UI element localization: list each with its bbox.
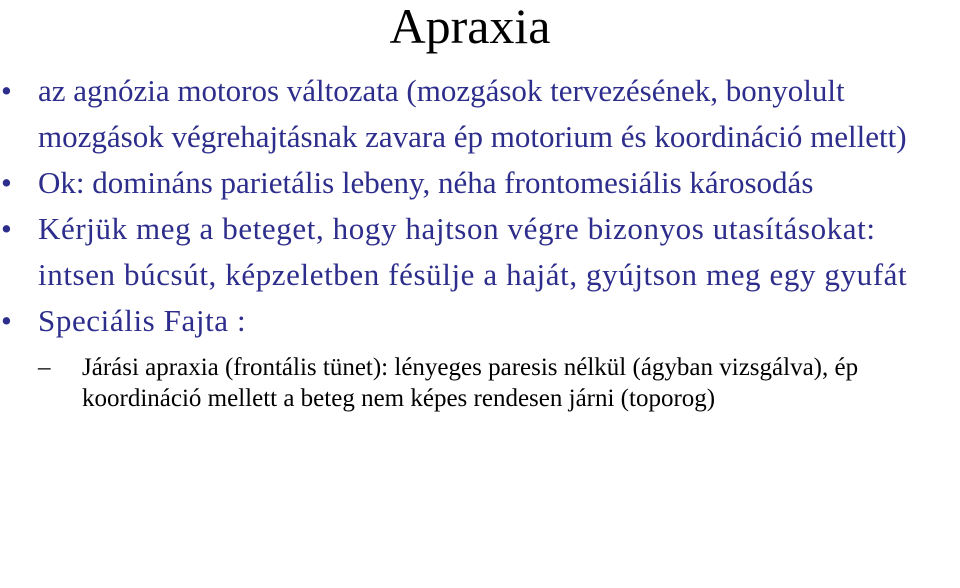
sub-bullet-item (0, 352, 932, 414)
bullet-text: az agnózia motoros változata (mozgások tervezésének, bonyolult mozgások végrehajtásnak zavara ép motorium és koordináció mellett) (38, 73, 907, 154)
bullet-text: Ok: domináns parietális lebeny, néha frontomesiális károsodás (38, 165, 814, 200)
bullet-item (0, 206, 960, 298)
bullet-item (0, 298, 960, 344)
sub-bullet-text: Járási apraxia (frontális tünet): lényeges paresis nélkül (ágyban vizsgálva), ép koordináció mellett a beteg nem képes rendesen járni (toporog) (82, 354, 859, 412)
bullet-item (0, 68, 960, 160)
bullet-dot-icon: • (1, 73, 12, 108)
bullet-dot-icon: • (1, 211, 12, 246)
bullet-text: Speciális Fajta : (38, 303, 247, 338)
slide-title: Apraxia (389, 0, 551, 54)
bullet-dot-icon: • (1, 165, 12, 200)
dash-icon: – (38, 354, 51, 381)
bullet-list (0, 68, 960, 414)
bullet-text: Kérjük meg a beteget, hogy hajtson végre bizonyos utasításokat: intsen búcsút, képzeletben fésülje a haját, gyújtson meg egy gyufát (38, 211, 908, 292)
bullet-item (0, 160, 960, 206)
bullet-dot-icon: • (1, 303, 12, 338)
